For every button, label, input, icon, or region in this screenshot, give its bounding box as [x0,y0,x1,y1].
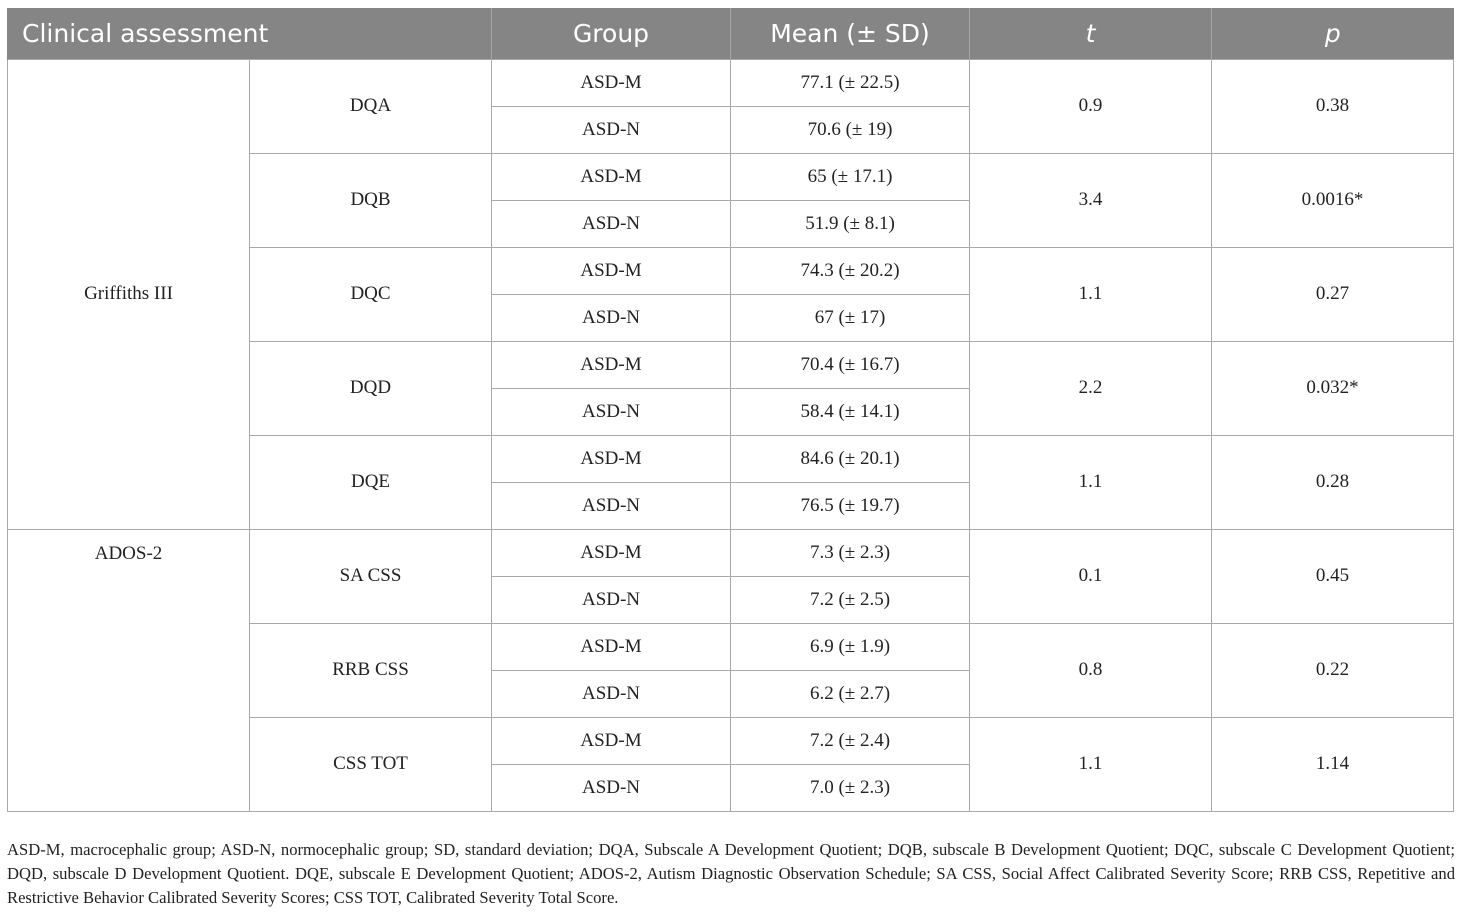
assessment-cell: Griffiths III [8,59,250,529]
header-group: Group [492,8,731,59]
group-cell: ASD-N [492,294,731,341]
mean-sd-cell: 70.4 (± 16.7) [731,341,970,388]
mean-sd-cell: 67 (± 17) [731,294,970,341]
table-header-row [8,8,1454,59]
group-cell: ASD-M [492,247,731,294]
p-value-cell: 0.28 [1212,435,1454,529]
mean-sd-cell: 77.1 (± 22.5) [731,59,970,106]
t-value-cell: 1.1 [970,247,1212,341]
mean-sd-cell: 74.3 (± 20.2) [731,247,970,294]
mean-sd-cell: 7.3 (± 2.3) [731,529,970,576]
group-cell: ASD-N [492,764,731,811]
t-value-cell: 1.1 [970,717,1212,811]
results-table [7,8,1454,812]
mean-sd-cell: 76.5 (± 19.7) [731,482,970,529]
subscale-cell: SA CSS [250,529,492,623]
table-row [8,59,1454,106]
p-value-cell: 0.22 [1212,623,1454,717]
p-value-cell: 0.0016* [1212,153,1454,247]
mean-sd-cell: 58.4 (± 14.1) [731,388,970,435]
subscale-cell: DQA [250,59,492,153]
group-cell: ASD-N [492,482,731,529]
subscale-cell: CSS TOT [250,717,492,811]
t-value-cell: 3.4 [970,153,1212,247]
subscale-cell: DQD [250,341,492,435]
group-cell: ASD-N [492,670,731,717]
p-value-cell: 0.38 [1212,59,1454,153]
t-value-cell: 1.1 [970,435,1212,529]
assessment-cell: ADOS-2 [8,529,250,811]
group-cell: ASD-M [492,529,731,576]
group-cell: ASD-M [492,717,731,764]
t-value-cell: 2.2 [970,341,1212,435]
subscale-cell: DQB [250,153,492,247]
header-p: p [1212,8,1454,59]
table-footnote: ASD-M, macrocephalic group; ASD-N, normocephalic group; SD, standard deviation; DQA, Subscale A Development Quotient; DQB, subscale B Development Quotient; DQC, subscale C Development Quotient; DQD, subscale D Development Quotient. DQE, subscale E Development Quotient; ADOS-2, Autism Diagnostic Observation Schedule; SA CSS, Social Affect Calibrated Severity Score; RRB CSS, Repetitive and Restrictive Behavior Calibrated Severity Scores; CSS TOT, Calibrated Severity Total Score. [7,840,1455,907]
header-mean-sd: Mean (± SD) [731,8,970,59]
p-value-cell: 0.032* [1212,341,1454,435]
header-t: t [970,8,1212,59]
group-cell: ASD-M [492,59,731,106]
p-value-cell: 0.27 [1212,247,1454,341]
mean-sd-cell: 65 (± 17.1) [731,153,970,200]
group-cell: ASD-M [492,341,731,388]
mean-sd-cell: 7.0 (± 2.3) [731,764,970,811]
group-cell: ASD-M [492,435,731,482]
mean-sd-cell: 7.2 (± 2.4) [731,717,970,764]
table-body [8,59,1454,811]
header-clinical-assessment: Clinical assessment [8,8,492,59]
mean-sd-cell: 7.2 (± 2.5) [731,576,970,623]
group-cell: ASD-N [492,200,731,247]
t-value-cell: 0.8 [970,623,1212,717]
table-row [8,529,1454,576]
subscale-cell: RRB CSS [250,623,492,717]
group-cell: ASD-N [492,106,731,153]
mean-sd-cell: 84.6 (± 20.1) [731,435,970,482]
p-value-cell: 1.14 [1212,717,1454,811]
mean-sd-cell: 70.6 (± 19) [731,106,970,153]
group-cell: ASD-N [492,576,731,623]
group-cell: ASD-N [492,388,731,435]
subscale-cell: DQC [250,247,492,341]
t-value-cell: 0.9 [970,59,1212,153]
group-cell: ASD-M [492,623,731,670]
mean-sd-cell: 6.2 (± 2.7) [731,670,970,717]
subscale-cell: DQE [250,435,492,529]
group-cell: ASD-M [492,153,731,200]
t-value-cell: 0.1 [970,529,1212,623]
p-value-cell: 0.45 [1212,529,1454,623]
mean-sd-cell: 6.9 (± 1.9) [731,623,970,670]
mean-sd-cell: 51.9 (± 8.1) [731,200,970,247]
